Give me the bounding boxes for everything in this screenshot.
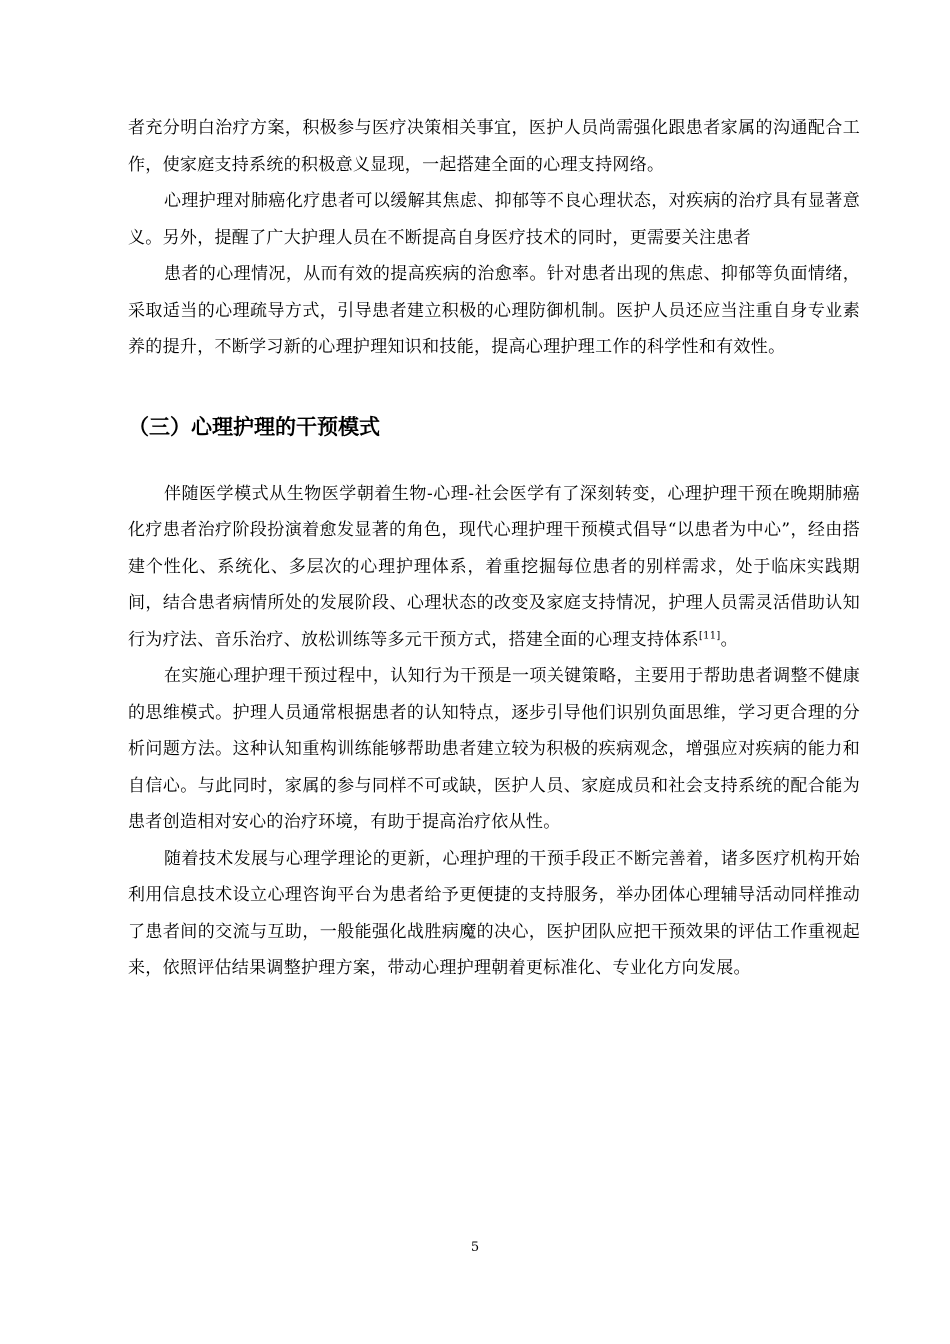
body-paragraph-3: 患者的心理情况，从而有效的提高疾病的治愈率。针对患者出现的焦虑、抑郁等负面情绪，采取适当的心理疏导方式，引导患者建立积极的心理防御机制。医护人员还应当注重自身专业素养的提升，不断学习新的心理护理知识和技能，提高心理护理工作的科学性和有效性。 xyxy=(128,264,860,357)
body-paragraph-2: 心理护理对肺癌化疗患者可以缓解其焦虑、抑郁等不良心理状态，对疾病的治疗具有显著意义。另外，提醒了广大护理人员在不断提高自身医疗技术的同时，更需要关注患者 xyxy=(128,191,860,248)
body-paragraph-1: 者充分明白治疗方案，积极参与医疗决策相关事宜，医护人员尚需强化跟患者家属的沟通配合工作，使家庭支持系统的积极意义显现，一起搭建全面的心理支持网络。 xyxy=(128,118,860,175)
page-content xyxy=(128,110,860,987)
cited-paragraph-ending: 。 xyxy=(720,629,738,650)
body-paragraph-cited xyxy=(128,476,860,659)
page-number: 5 xyxy=(470,1240,480,1255)
cited-paragraph-text: 伴随医学模式从生物医学朝着生物-心理-社会医学有了深刻转变，心理护理干预在晚期肺癌化疗患者治疗阶段扮演着愈发显著的角色，现代心理护理干预模式倡导“以患者为中心”，经由搭建个性化、系统化、多层次的心理护理体系，着重挖掘每位患者的别样需求，处于临床实践期间，结合患者病情所处的发展阶段、心理状态的改变及家庭支持情况，护理人员需灵活借助认知行为疗法、音乐治疗、放松训练等多元干预方式，搭建全面的心理支持体系 xyxy=(128,483,860,650)
body-paragraph-6: 随着技术发展与心理学理论的更新，心理护理的干预手段正不断完善着，诸多医疗机构开始利用信息技术设立心理咨询平台为患者给予更便捷的支持服务，举办团体心理辅导活动同样推动了患者间的交流与互助，一般能强化战胜病魔的决心，医护团队应把干预效果的评估工作重视起来，依照评估结果调整护理方案，带动心理护理朝着更标准化、专业化方向发展。 xyxy=(128,848,860,978)
citation-reference: [11] xyxy=(698,629,721,641)
section-heading: （三）心理护理的干预模式 xyxy=(128,414,380,439)
body-paragraph-5: 在实施心理护理干预过程中，认知行为干预是一项关键策略，主要用于帮助患者调整不健康的思维模式。护理人员通常根据患者的认知特点，逐步引导他们识别负面思维，学习更合理的分析问题方法。这种认知重构训练能够帮助患者建立较为积极的疾病观念，增强应对疾病的能力和自信心。与此同时，家属的参与同样不可或缺，医护人员、家庭成员和社会支持系统的配合能为患者创造相对安心的治疗环境，有助于提高治疗依从性。 xyxy=(128,666,860,832)
